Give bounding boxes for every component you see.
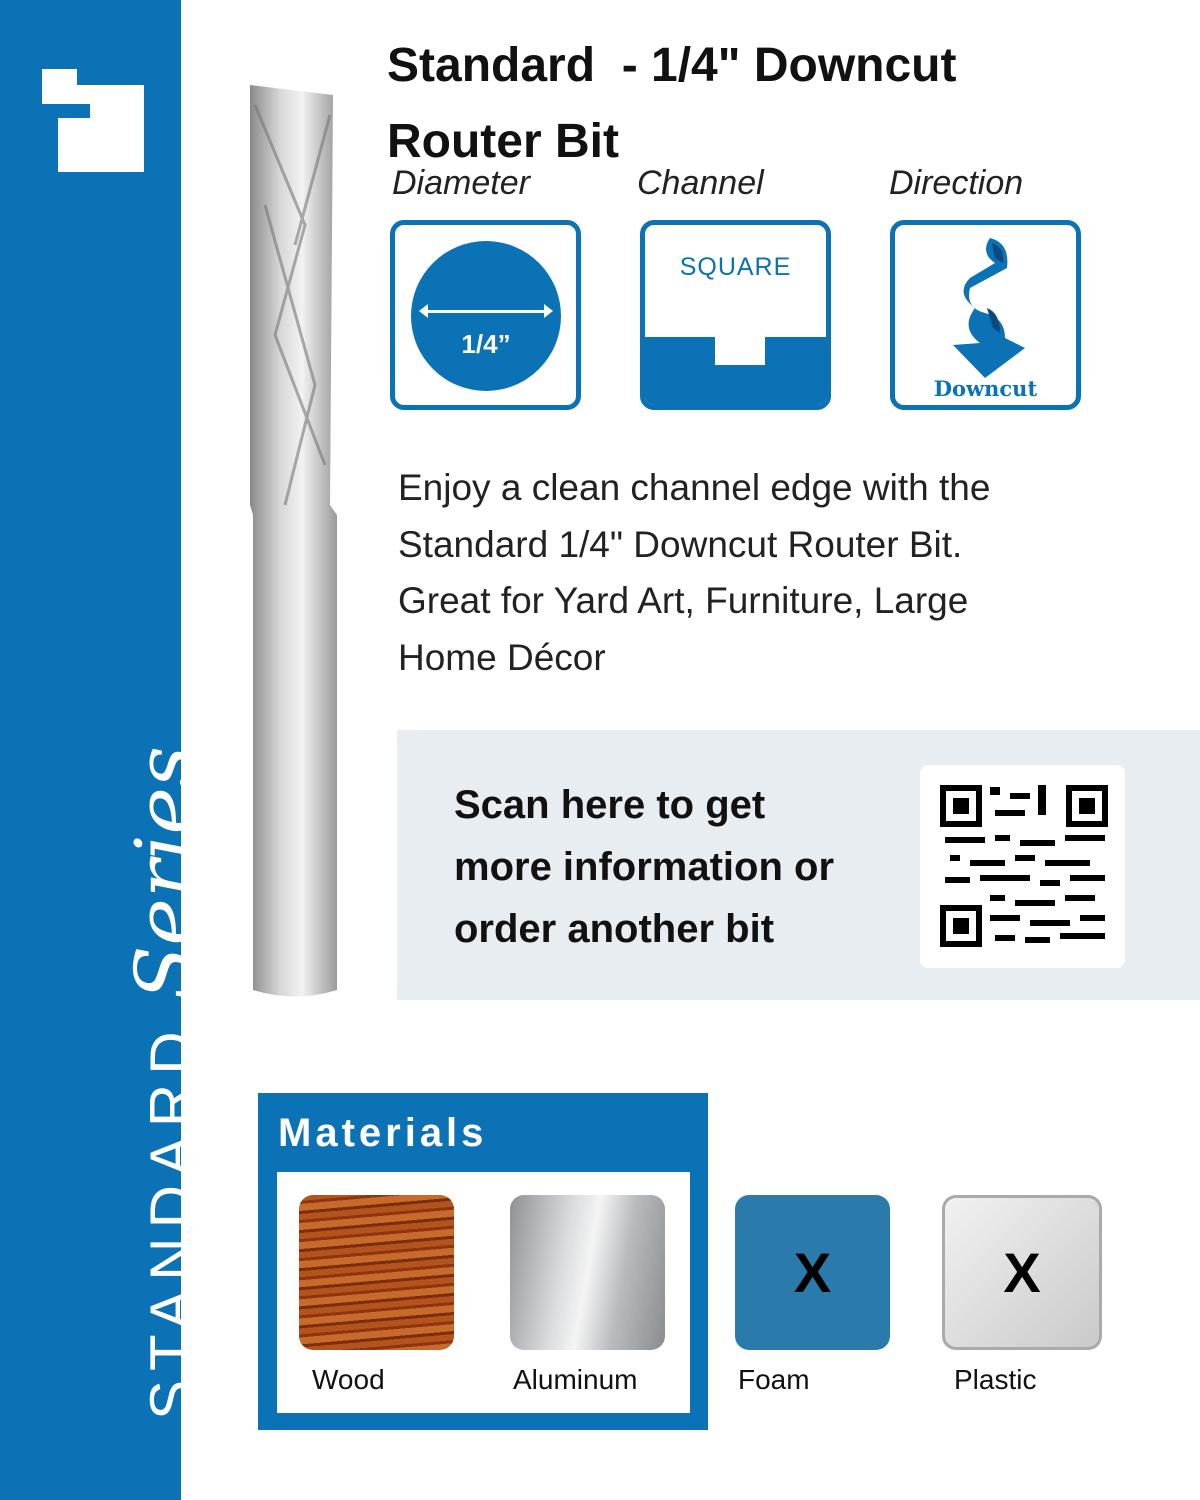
incompatible-x-icon: X: [793, 1241, 832, 1304]
series-label: [90, 746, 211, 1420]
material-aluminum-swatch: [510, 1195, 665, 1350]
qr-code-icon: [920, 765, 1125, 968]
title-line: Router Bit: [387, 115, 619, 168]
material-label: Aluminum: [513, 1364, 638, 1395]
description-line: Standard 1/4" Downcut Router Bit.: [398, 523, 963, 565]
scan-panel: [397, 730, 1200, 1000]
diameter-card: [390, 220, 581, 410]
description-line: Great for Yard Art, Furniture, Large: [398, 580, 969, 621]
incompatible-x-icon: X: [1003, 1241, 1041, 1304]
logo-gap: [42, 104, 90, 118]
diameter-label: Diameter: [392, 164, 530, 202]
material-wood-swatch: [299, 1195, 454, 1350]
material-label: Foam: [738, 1364, 810, 1395]
channel-label: Channel: [637, 164, 764, 202]
direction-value: Downcut: [933, 376, 1038, 401]
logo-icon-square: [58, 85, 144, 172]
qr-code[interactable]: [920, 765, 1125, 968]
description-line: Home Décor: [398, 636, 606, 678]
sidebar: [0, 0, 211, 1500]
series-script: Series: [118, 746, 211, 1001]
material-label: Plastic: [954, 1364, 1037, 1395]
product-title: [387, 28, 1087, 180]
square-channel-icon: [645, 325, 826, 405]
title-line: Standard - 1/4" Downcut: [387, 39, 957, 92]
description-line: Enjoy a clean channel edge with the: [398, 467, 991, 508]
diameter-value: 1/4”: [461, 329, 511, 359]
scan-line: order another bit: [454, 907, 775, 951]
material-foam-swatch: [735, 1195, 890, 1350]
router-bit-image: [245, 85, 340, 1000]
double-arrow-icon: [427, 310, 545, 313]
material-label: Wood: [312, 1364, 385, 1395]
diameter-circle-icon: [411, 241, 561, 391]
channel-value: SQUARE: [679, 253, 792, 281]
series-word: STANDARD: [138, 1022, 205, 1420]
scan-line: Scan here to get: [454, 783, 766, 827]
scan-line: more information or: [454, 845, 835, 889]
channel-card: [640, 220, 831, 410]
product-description: [398, 460, 1098, 686]
materials-heading: Materials: [278, 1111, 488, 1155]
material-plastic-swatch: [942, 1195, 1102, 1350]
downcut-spiral-arrow-icon: [945, 233, 1035, 378]
direction-card: [890, 220, 1081, 410]
scan-text: [454, 774, 894, 960]
direction-label: Direction: [889, 164, 1024, 202]
